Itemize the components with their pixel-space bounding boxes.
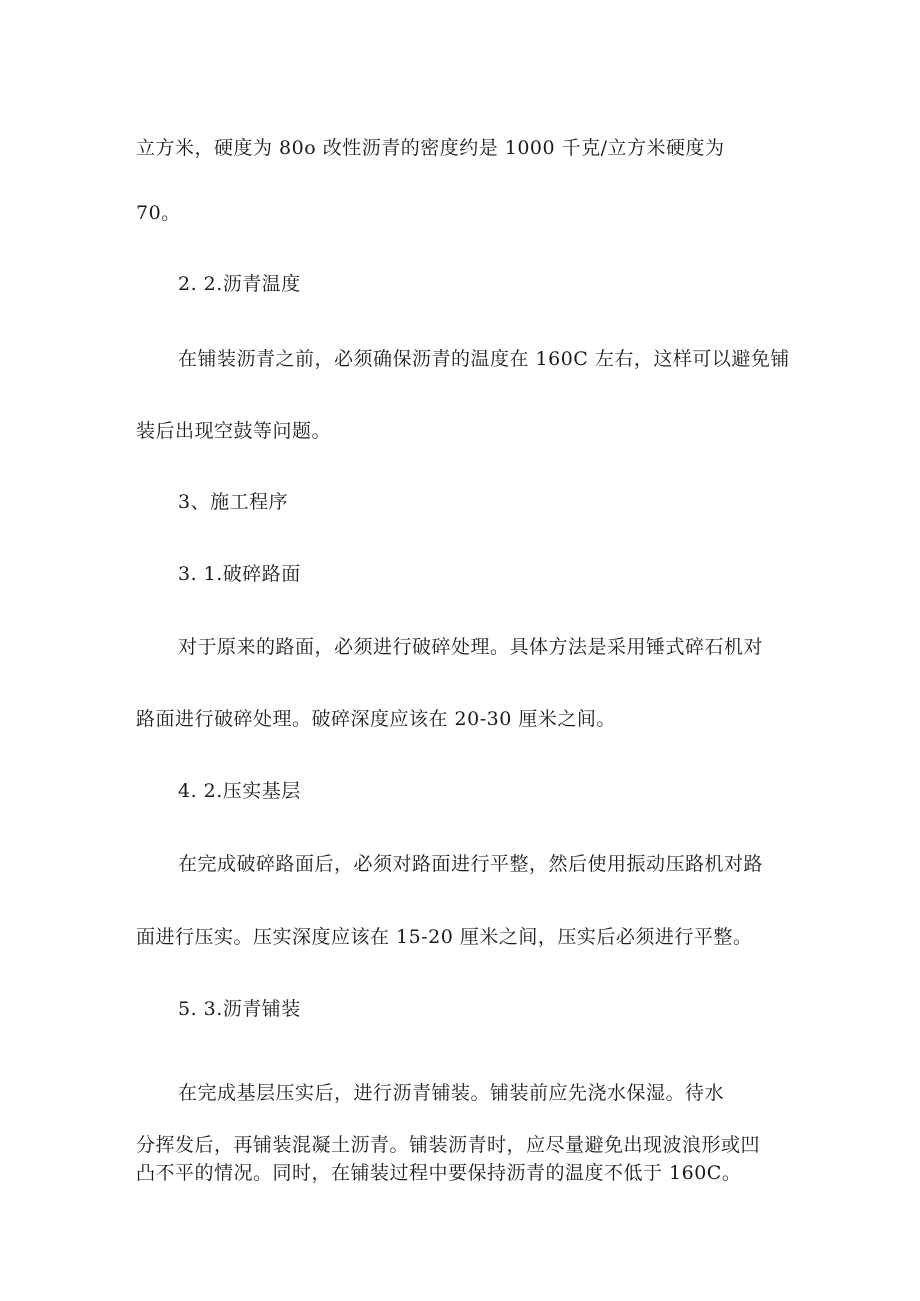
paragraph-line: 分挥发后，再铺装混凝土沥青。铺装沥青时，应尽量避免出现波浪形或凹: [136, 1134, 761, 1156]
paragraph-line: 装后出现空鼓等问题。: [136, 420, 332, 442]
section-heading: 3、施工程序: [178, 491, 289, 513]
paragraph-line: 对于原来的路面，必须进行破碎处理。具体方法是采用锤式碎石机对: [178, 636, 764, 658]
paragraph-line: 凸不平的情况。同时，在铺装过程中要保持沥青的温度不低于 160C。: [136, 1162, 742, 1184]
paragraph-line: 70。: [136, 202, 181, 224]
section-heading: 5. 3.沥青铺装: [178, 998, 301, 1020]
section-heading: 3. 1.破碎路面: [178, 563, 301, 585]
paragraph-line: 在完成破碎路面后，必须对路面进行平整，然后使用振动压路机对路: [178, 853, 764, 875]
paragraph-line: 面进行压实。压实深度应该在 15-20 厘米之间，压实后必须进行平整。: [136, 926, 753, 948]
section-heading: 2. 2.沥青温度: [178, 273, 301, 295]
paragraph-line: 路面进行破碎处理。破碎深度应该在 20-30 厘米之间。: [136, 708, 616, 730]
paragraph-line: 在完成基层压实后，进行沥青铺装。铺装前应先浇水保湿。待水: [178, 1082, 725, 1104]
paragraph-line: 在铺装沥青之前，必须确保沥青的温度在 160C 左右，这样可以避免铺: [178, 348, 790, 370]
paragraph-line: 立方米，硬度为 80o 改性沥青的密度约是 1000 千克/立方米硬度为: [136, 137, 725, 159]
section-heading: 4. 2.压实基层: [178, 780, 301, 802]
